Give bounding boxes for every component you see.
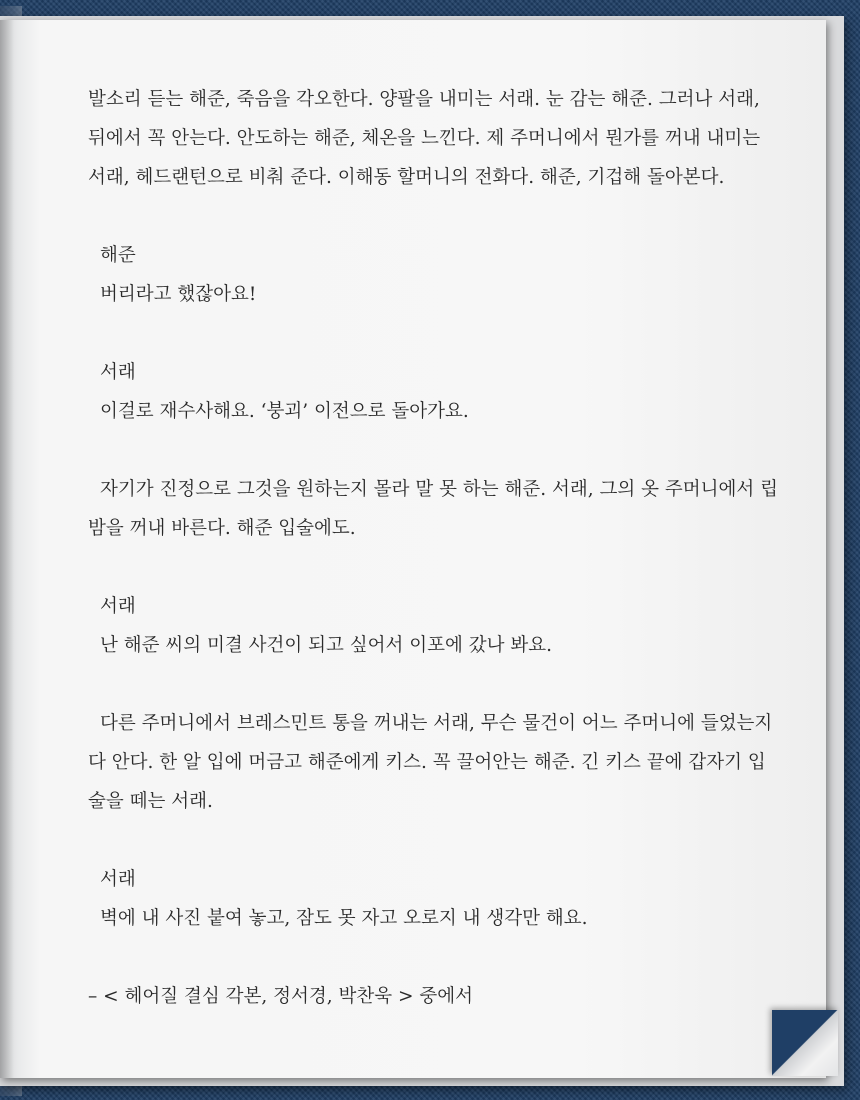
page-corner-curl (772, 1010, 838, 1076)
spacer (88, 821, 778, 860)
dialogue-line: 벽에 내 사진 붙여 놓고, 잠도 못 자고 오로지 내 생각만 해요. (100, 908, 588, 929)
spacer (88, 665, 778, 704)
stage-direction-2: 자기가 진정으로 그것을 원하는지 몰라 말 못 하는 해준. 서래, 그의 옷 주머니에서 립밤을 꺼내 바른다. 해준 입술에도. (88, 479, 778, 539)
spacer (88, 938, 778, 977)
stage-direction-3: 다른 주머니에서 브레스민트 통을 꺼내는 서래, 무슨 물건이 어느 주머니에 들었는지 다 안다. 한 알 입에 머금고 해준에게 키스. 꼭 끌어안는 해준. 긴 키스 끝에 갑자기 입술을 떼는 서래. (88, 713, 773, 812)
speaker-name: 서래 (100, 869, 136, 890)
source-citation: – < 헤어질 결심 각본, 정서경, 박찬욱 > 중에서 (88, 986, 473, 1007)
speaker-name: 서래 (100, 596, 136, 617)
script-excerpt (88, 80, 778, 1016)
stage-direction-1: 발소리 듣는 해준, 죽음을 각오한다. 양팔을 내미는 서래. 눈 감는 해준. 그러나 서래, 뒤에서 꼭 안는다. 안도하는 해준, 체온을 느낀다. 제 주머니에서 뭔가를 꺼내 내미는 서래, 헤드랜턴으로 비춰 준다. 이해동 할머니의 전화다. 해준, 기겁해 돌아본다. (88, 89, 761, 188)
spacer (88, 197, 778, 236)
spacer (88, 548, 778, 587)
speaker-name: 해준 (100, 245, 136, 266)
dialogue-line: 버리라고 했잖아요! (100, 284, 257, 305)
dialogue-line: 이걸로 재수사해요. ‘붕괴’ 이전으로 돌아가요. (100, 401, 469, 422)
spacer (88, 314, 778, 353)
speaker-name: 서래 (100, 362, 136, 383)
dialogue-line: 난 해준 씨의 미결 사건이 되고 싶어서 이포에 갔나 봐요. (100, 635, 552, 656)
spacer (88, 431, 778, 470)
